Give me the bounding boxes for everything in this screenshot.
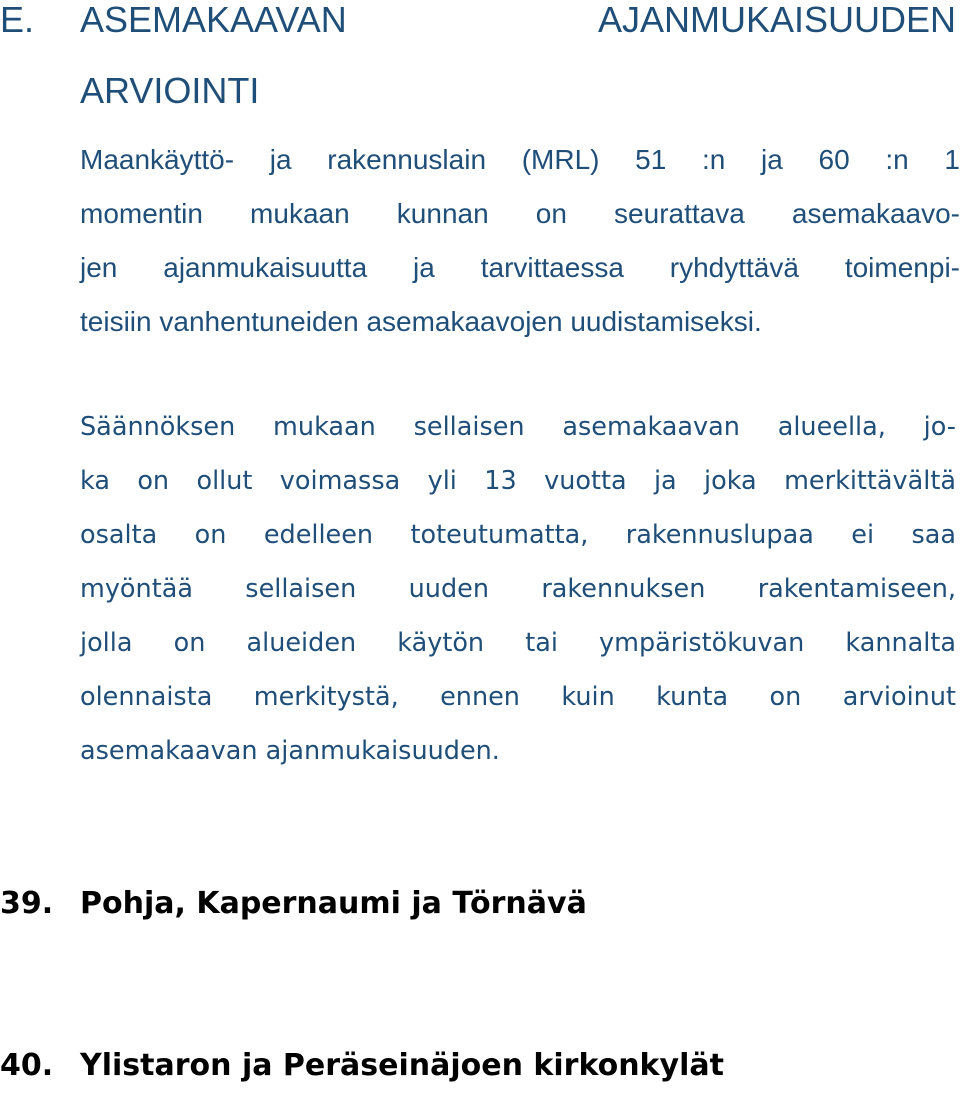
section-39-title: Pohja, Kapernaumi ja Törnävä bbox=[80, 886, 587, 921]
paragraph-1-line: jen ajanmukaisuutta ja tarvittaessa ryhdyttävä toimenpi- bbox=[80, 252, 960, 283]
section-e-letter: E. bbox=[0, 0, 35, 40]
paragraph-2-line: asemakaavan ajanmukaisuuden. bbox=[80, 736, 500, 766]
paragraph-2-line: myöntää sellaisen uuden rakennuksen rakentamiseen, bbox=[80, 574, 956, 604]
section-e-title-word2: AJANMUKAISUUDEN bbox=[597, 0, 956, 40]
paragraph-2-line: olennaista merkitystä, ennen kuin kunta on arvioinut bbox=[80, 682, 956, 712]
paragraph-2-line: jolla on alueiden käytön tai ympäristökuvan kannalta bbox=[80, 628, 956, 658]
paragraph-1-line: Maankäyttö- ja rakennuslain (MRL) 51 :n ja 60 :n 1 bbox=[80, 144, 960, 175]
paragraph-2-line: ka on ollut voimassa yli 13 vuotta ja joka merkittävältä bbox=[80, 466, 956, 496]
paragraph-1-line: teisiin vanhentuneiden asemakaavojen uudistamiseksi. bbox=[80, 306, 762, 337]
section-40-title: Ylistaron ja Peräseinäjoen kirkonkylät bbox=[80, 1048, 724, 1083]
paragraph-1-line: momentin mukaan kunnan on seurattava asemakaavo- bbox=[80, 198, 960, 229]
section-40-number: 40. bbox=[0, 1048, 54, 1083]
section-39-number: 39. bbox=[0, 886, 54, 921]
section-e-title-word1: ASEMAKAAVAN bbox=[80, 0, 347, 40]
paragraph-2-line: osalta on edelleen toteutumatta, rakennuslupaa ei saa bbox=[80, 520, 956, 550]
paragraph-2 bbox=[80, 400, 956, 778]
section-e-title-word3: ARVIOINTI bbox=[80, 70, 260, 111]
paragraph-1 bbox=[80, 133, 960, 349]
paragraph-2-line: Säännöksen mukaan sellaisen asemakaavan alueella, jo- bbox=[80, 412, 956, 442]
